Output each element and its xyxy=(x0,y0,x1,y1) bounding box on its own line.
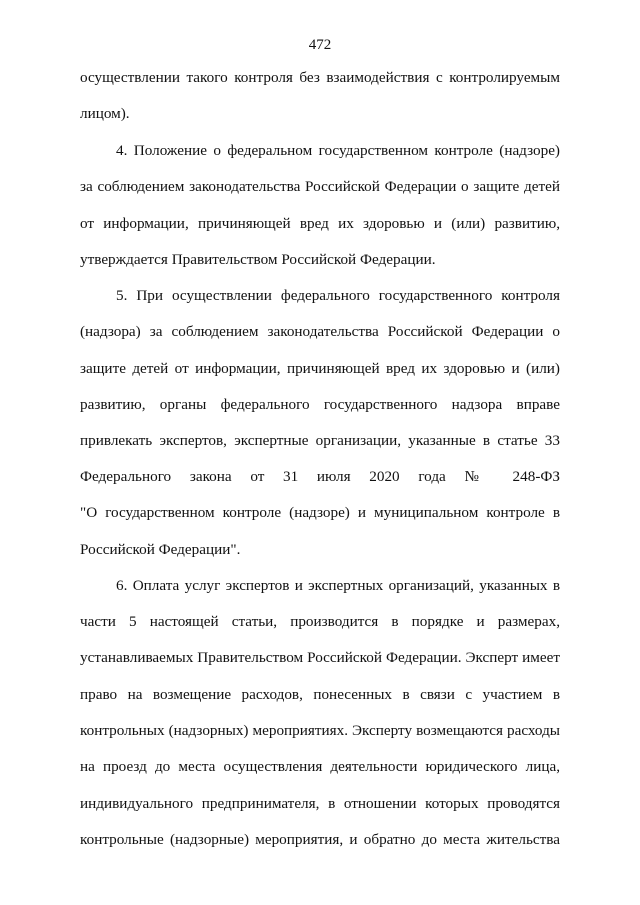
text-line: контрольных (надзорных) мероприятиях. Эксперту возмещаются расходы xyxy=(80,722,560,739)
text-line: за соблюдением законодательства Российской Федерации о защите детей xyxy=(80,178,560,195)
paragraph-start: 6. Оплата услуг экспертов и экспертных организаций, указанных в xyxy=(116,577,560,594)
text-line: "О государственном контроле (надзоре) и муниципальном контроле в xyxy=(80,504,560,521)
text-line: осуществлении такого контроля без взаимодействия с контролируемым xyxy=(80,69,560,86)
page-number: 472 xyxy=(308,37,332,53)
text-line: индивидуального предпринимателя, в отношении которых проводятся xyxy=(80,795,560,812)
text-line: привлекать экспертов, экспертные организации, указанные в статье 33 xyxy=(80,432,560,449)
text-line: Российской Федерации". xyxy=(80,541,241,558)
paragraph-start: 5. При осуществлении федерального государственного контроля xyxy=(116,287,560,304)
paragraph-start: 4. Положение о федеральном государственном контроле (надзоре) xyxy=(116,142,560,159)
text-line: развитию, органы федерального государственного надзора вправе xyxy=(80,396,560,413)
text-line: (надзора) за соблюдением законодательства Российской Федерации о xyxy=(80,323,560,340)
text-line: право на возмещение расходов, понесенных в связи с участием в xyxy=(80,686,560,703)
text-line: утверждается Правительством Российской Федерации. xyxy=(80,251,436,268)
text-line: Федерального закона от 31 июля 2020 года № 248-ФЗ xyxy=(80,468,560,485)
text-line: устанавливаемых Правительством Российской Федерации. Эксперт имеет xyxy=(80,649,560,666)
text-line: защите детей от информации, причиняющей вред их здоровью и (или) xyxy=(80,360,560,377)
text-line: части 5 настоящей статьи, производится в порядке и размерах, xyxy=(80,613,560,630)
text-line: от информации, причиняющей вред их здоровью и (или) развитию, xyxy=(80,215,560,232)
text-line: на проезд до места осуществления деятельности юридического лица, xyxy=(80,758,560,775)
text-line: лицом). xyxy=(80,105,130,122)
text-line: контрольные (надзорные) мероприятия, и обратно до места жительства xyxy=(80,831,560,848)
